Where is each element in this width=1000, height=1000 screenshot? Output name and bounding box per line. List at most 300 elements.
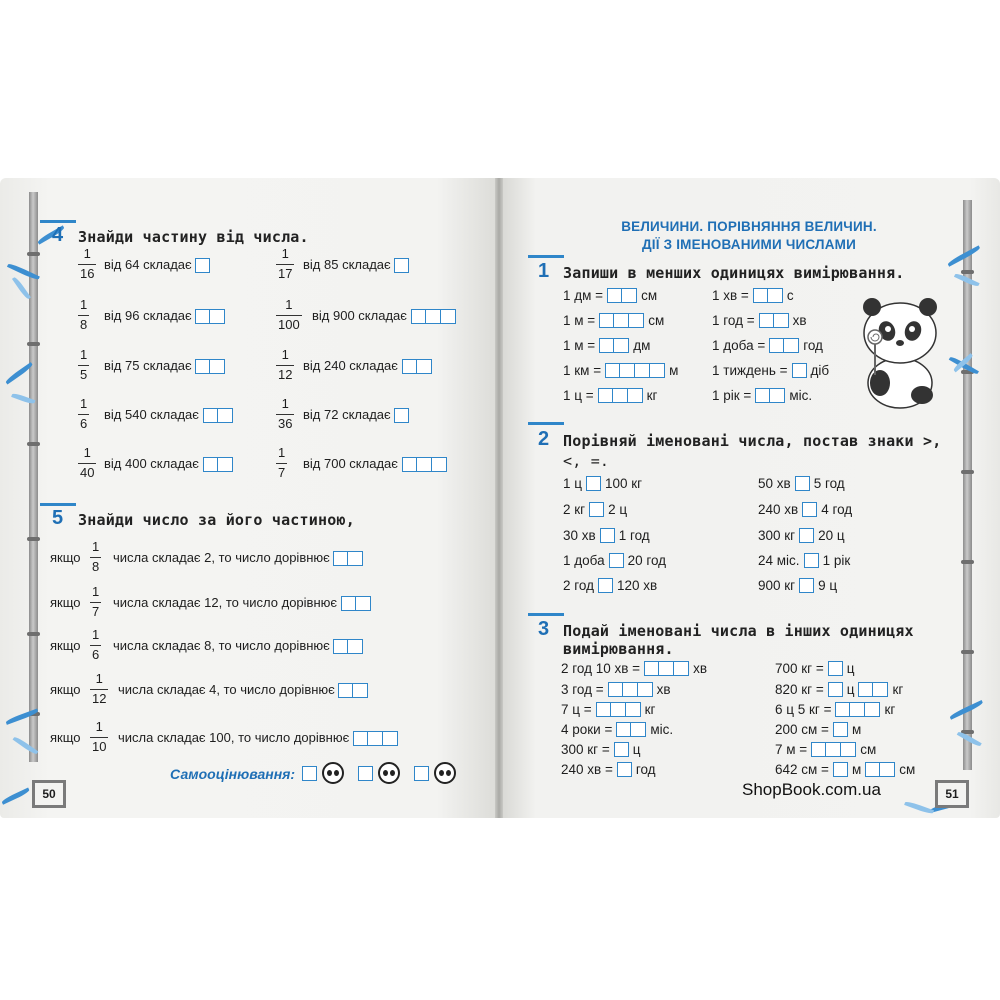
- answer-box[interactable]: [210, 359, 225, 374]
- task-1-title: Запиши в менших одиницях вимірювання.: [563, 264, 905, 282]
- fraction: [78, 247, 96, 282]
- task-2-right-value: 120 хв: [616, 578, 658, 593]
- task-4-item-text: [303, 456, 447, 472]
- task-2-sign-box: [609, 553, 624, 568]
- fraction-bar: [276, 414, 294, 415]
- task-divider: [528, 255, 564, 258]
- answer-box[interactable]: [394, 258, 409, 273]
- answer-box[interactable]: [341, 596, 356, 611]
- task-5-answer: [333, 639, 363, 654]
- answer-box[interactable]: [333, 551, 348, 566]
- task-1-answer: [753, 288, 783, 303]
- fraction-denominator: 8: [80, 316, 88, 332]
- task-3-title-line-1: Подай іменовані числа в інших одиницях: [563, 622, 914, 640]
- chapter-title-line-1: ВЕЛИЧИНИ. ПОРІВНЯННЯ ВЕЛИЧИН.: [621, 219, 877, 234]
- fraction-numerator: 1: [285, 297, 293, 312]
- task-4-answer: [394, 408, 409, 423]
- task-2-comparison-row: [563, 476, 642, 491]
- task-2-left-value: 30 хв: [563, 528, 596, 543]
- task-2-left-value: 2 кг: [563, 502, 586, 517]
- task-2-sign-box: [598, 578, 613, 593]
- answer-box[interactable]: [635, 363, 650, 378]
- task-2-comparison-row: [758, 502, 852, 517]
- fraction-denominator: 12: [92, 690, 107, 706]
- task-2-left-value: 50 хв: [758, 476, 791, 491]
- task-1-answer: [759, 313, 789, 328]
- answer-box[interactable]: [622, 288, 637, 303]
- task-1-right-row: [712, 388, 812, 403]
- answer-box[interactable]: [356, 596, 371, 611]
- task-4-item-label: від 540 складає: [104, 407, 199, 422]
- fraction-bar: [90, 557, 101, 558]
- task-4-answer: [195, 359, 225, 374]
- task-4-answer: [394, 258, 409, 273]
- task-2-left-value: 24 міс.: [758, 553, 800, 568]
- task-3-quantity: 7 ц =: [561, 702, 592, 717]
- panda-face-icon: [322, 762, 344, 784]
- task-1-unit: міс.: [789, 388, 813, 403]
- answer-box[interactable]: [841, 742, 856, 757]
- task-4-item-label: від 240 складає: [303, 358, 398, 373]
- task-3-left-row: [561, 702, 655, 717]
- fraction-numerator: 1: [92, 584, 100, 599]
- fraction-bar: [78, 315, 89, 316]
- answer-box[interactable]: [608, 682, 623, 697]
- answer-box[interactable]: [865, 762, 880, 777]
- task-3-number: 3: [538, 618, 550, 640]
- task-3-answer: [858, 682, 888, 697]
- task-4-item-label: від 400 складає: [104, 456, 199, 471]
- task-3-quantity: 700 кг =: [775, 661, 824, 676]
- answer-box[interactable]: [620, 363, 635, 378]
- task-3-answer: [644, 661, 689, 676]
- fraction-denominator: 6: [92, 646, 100, 662]
- fraction-bar: [78, 414, 89, 415]
- task-2-right-value: 100 кг: [605, 476, 643, 491]
- fraction-numerator: 1: [281, 246, 289, 261]
- answer-box[interactable]: [411, 309, 426, 324]
- fraction-bar: [90, 737, 108, 738]
- answer-box[interactable]: [623, 682, 638, 697]
- answer-box[interactable]: [589, 502, 604, 517]
- task-5-prefix: якщо: [50, 638, 81, 653]
- page-number-right: 51: [935, 780, 969, 808]
- task-3-mid-unit: м: [851, 762, 862, 777]
- task-5-item-label: числа складає 2, то число дорівнює: [113, 550, 330, 565]
- task-1-left-row: [563, 338, 650, 353]
- fraction: [276, 446, 287, 481]
- task-1-unit: см: [648, 313, 665, 328]
- task-1-right-row: [712, 338, 823, 353]
- task-4-item-text: [303, 257, 409, 273]
- fraction-numerator: 1: [278, 445, 286, 460]
- self-assessment-box[interactable]: [414, 766, 429, 781]
- answer-box[interactable]: [629, 313, 644, 328]
- task-4-answer: [203, 408, 233, 423]
- answer-box[interactable]: [394, 408, 409, 423]
- task-3-answer: [616, 722, 646, 737]
- answer-box[interactable]: [828, 682, 843, 697]
- task-2-right-value: 9 ц: [818, 578, 838, 593]
- answer-box[interactable]: [802, 502, 817, 517]
- task-2-sign-box: [802, 502, 817, 517]
- fraction-bar: [276, 315, 302, 316]
- answer-box[interactable]: [865, 702, 880, 717]
- task-2-number: 2: [538, 428, 550, 450]
- answer-box[interactable]: [792, 363, 807, 378]
- task-1-right-row: [712, 313, 807, 328]
- fraction-bar: [78, 264, 96, 265]
- task-4-answer: [203, 457, 233, 472]
- task-3-right-row: [775, 661, 854, 676]
- answer-box[interactable]: [828, 661, 843, 676]
- task-1-quantity: 1 м =: [563, 313, 596, 328]
- answer-box[interactable]: [858, 682, 873, 697]
- answer-box[interactable]: [368, 731, 383, 746]
- answer-box[interactable]: [203, 457, 218, 472]
- answer-box[interactable]: [383, 731, 398, 746]
- fraction: [78, 348, 89, 383]
- task-5-prefix: якщо: [50, 730, 81, 745]
- answer-box[interactable]: [880, 762, 895, 777]
- panda-face-icon: [434, 762, 456, 784]
- fraction-denominator: 36: [278, 415, 293, 431]
- task-5-item-label: числа складає 12, то число дорівнює: [113, 595, 338, 610]
- task-1-quantity: 1 м =: [563, 338, 596, 353]
- answer-box[interactable]: [759, 313, 774, 328]
- task-1-unit: дм: [633, 338, 651, 353]
- task-1-unit: діб: [810, 363, 830, 378]
- task-5-prefix: якщо: [50, 595, 81, 610]
- answer-box[interactable]: [596, 702, 611, 717]
- answer-box[interactable]: [353, 731, 368, 746]
- self-assessment-label: Самооцінювання:: [170, 766, 296, 782]
- answer-box[interactable]: [338, 683, 353, 698]
- answer-box[interactable]: [638, 682, 653, 697]
- answer-box[interactable]: [417, 359, 432, 374]
- answer-box[interactable]: [218, 457, 233, 472]
- fraction-numerator: 1: [83, 246, 91, 261]
- task-2-comparison-row: [758, 528, 845, 543]
- answer-box[interactable]: [586, 476, 601, 491]
- task-4-item-label: від 64 складає: [104, 257, 192, 272]
- task-4-item-text: [312, 308, 456, 324]
- answer-box[interactable]: [650, 363, 665, 378]
- answer-box[interactable]: [599, 338, 614, 353]
- task-4-answer: [195, 309, 225, 324]
- task-1-unit: м: [669, 363, 679, 378]
- answer-box[interactable]: [644, 661, 659, 676]
- answer-box[interactable]: [799, 528, 814, 543]
- fraction: [276, 247, 294, 282]
- answer-box[interactable]: [784, 338, 799, 353]
- task-1-number: 1: [538, 260, 550, 282]
- task-2-comparison-row: [758, 553, 850, 568]
- answer-box[interactable]: [626, 702, 641, 717]
- task-4-number: 4: [52, 224, 64, 246]
- fraction-bar: [78, 463, 96, 464]
- task-1-answer: [755, 388, 785, 403]
- task-1-unit: кг: [646, 388, 658, 403]
- task-2-right-value: 20 год: [627, 553, 667, 568]
- fraction: [90, 720, 108, 755]
- answer-box[interactable]: [348, 551, 363, 566]
- fraction-numerator: 1: [281, 396, 289, 411]
- task-1-quantity: 1 дм =: [563, 288, 604, 303]
- fraction-denominator: 7: [278, 464, 286, 480]
- answer-box[interactable]: [598, 578, 613, 593]
- answer-box[interactable]: [609, 553, 624, 568]
- task-4-item-text: [104, 407, 233, 423]
- fraction-denominator: 8: [92, 558, 100, 574]
- fraction-numerator: 1: [80, 396, 88, 411]
- task-3-left-row: [561, 762, 656, 777]
- task-5-prefix: якщо: [50, 682, 81, 697]
- answer-box[interactable]: [674, 661, 689, 676]
- task-5-item-text: [118, 730, 398, 746]
- task-3-answer: [835, 702, 880, 717]
- task-5-item-label: числа складає 8, то число дорівнює: [113, 638, 330, 653]
- answer-box[interactable]: [600, 528, 615, 543]
- fraction-numerator: 1: [281, 347, 289, 362]
- fraction-denominator: 5: [80, 366, 88, 382]
- task-4-answer: [402, 359, 432, 374]
- left-page: [0, 178, 497, 818]
- answer-box[interactable]: [770, 388, 785, 403]
- task-4-item-text: [303, 358, 432, 374]
- answer-box[interactable]: [333, 639, 348, 654]
- fraction-numerator: 1: [80, 297, 88, 312]
- task-3-quantity: 2 год 10 хв =: [561, 661, 641, 676]
- answer-box[interactable]: [218, 408, 233, 423]
- task-2-right-value: 4 год: [821, 502, 853, 517]
- fraction: [90, 628, 101, 663]
- task-3-quantity: 200 см =: [775, 722, 829, 737]
- task-2-comparison-row: [758, 578, 837, 593]
- answer-box[interactable]: [850, 702, 865, 717]
- task-5-item-text: [113, 550, 363, 566]
- task-2-comparison-row: [563, 578, 657, 593]
- answer-box[interactable]: [402, 457, 417, 472]
- book-spine: [495, 178, 503, 818]
- answer-box[interactable]: [353, 683, 368, 698]
- fraction-bar: [276, 463, 287, 464]
- task-1-right-row: [712, 288, 794, 303]
- task-1-answer: [599, 313, 644, 328]
- task-3-right-row: [775, 762, 915, 777]
- fraction-bar: [276, 264, 294, 265]
- task-2-right-value: 20 ц: [818, 528, 845, 543]
- fraction-numerator: 1: [95, 719, 103, 734]
- task-divider: [40, 503, 76, 506]
- task-3-unit: м: [851, 722, 862, 737]
- task-2-title-line-1: Порівняй іменовані числа, постав знаки >,: [563, 432, 942, 450]
- task-3-quantity: 240 хв =: [561, 762, 613, 777]
- answer-box[interactable]: [833, 762, 848, 777]
- task-3-right-row: [775, 682, 903, 697]
- answer-box[interactable]: [617, 762, 632, 777]
- fraction: [90, 540, 101, 575]
- answer-box[interactable]: [432, 457, 447, 472]
- fraction-numerator: 1: [83, 445, 91, 460]
- fraction-denominator: 16: [80, 265, 95, 281]
- task-3-unit: ц: [846, 661, 855, 676]
- answer-box[interactable]: [774, 313, 789, 328]
- fraction-denominator: 6: [80, 415, 88, 431]
- answer-box[interactable]: [417, 457, 432, 472]
- fraction-denominator: 100: [278, 316, 300, 332]
- task-5-number: 5: [52, 507, 64, 529]
- task-3-quantity: 6 ц 5 кг =: [775, 702, 832, 717]
- task-3-unit: ц: [632, 742, 641, 757]
- answer-box[interactable]: [441, 309, 456, 324]
- answer-box[interactable]: [402, 359, 417, 374]
- answer-box[interactable]: [753, 288, 768, 303]
- answer-box[interactable]: [599, 313, 614, 328]
- task-1-answer: [607, 288, 637, 303]
- task-4-answer: [402, 457, 447, 472]
- fraction-numerator: 1: [95, 671, 103, 686]
- task-2-right-value: 1 год: [618, 528, 650, 543]
- task-1-unit: см: [641, 288, 658, 303]
- fraction-bar: [90, 602, 101, 603]
- task-3-right-row: [775, 702, 895, 717]
- task-1-unit: хв: [792, 313, 807, 328]
- answer-box[interactable]: [795, 476, 810, 491]
- task-2-left-value: 1 доба: [563, 553, 605, 568]
- task-3-quantity: 820 кг =: [775, 682, 824, 697]
- task-1-quantity: 1 доба =: [712, 338, 766, 353]
- task-3-answer: [811, 742, 856, 757]
- task-5-item-text: [113, 595, 371, 611]
- task-2-sign-box: [799, 528, 814, 543]
- fraction: [78, 397, 89, 432]
- task-4-item-text: [104, 358, 225, 374]
- answer-box[interactable]: [613, 388, 628, 403]
- chapter-title: [614, 218, 884, 253]
- task-3-left-row: [561, 722, 673, 737]
- answer-box[interactable]: [799, 578, 814, 593]
- fraction-bar: [78, 365, 89, 366]
- answer-box[interactable]: [835, 702, 850, 717]
- task-2-comparison-row: [563, 502, 627, 517]
- task-5-item-text: [113, 638, 363, 654]
- fraction-denominator: 17: [278, 265, 293, 281]
- answer-box[interactable]: [210, 309, 225, 324]
- answer-box[interactable]: [628, 388, 643, 403]
- task-5-prefix: якщо: [50, 550, 81, 565]
- answer-box[interactable]: [614, 742, 629, 757]
- task-2-left-value: 900 кг: [758, 578, 796, 593]
- self-assessment-box[interactable]: [358, 766, 373, 781]
- task-5-item-label: числа складає 4, то число дорівнює: [118, 682, 335, 697]
- task-3-unit: см: [899, 762, 916, 777]
- task-2-left-value: 300 кг: [758, 528, 796, 543]
- task-4-item-label: від 700 складає: [303, 456, 398, 471]
- task-2-title-line-2: <, =.: [563, 452, 610, 470]
- task-5-answer: [338, 683, 368, 698]
- task-3-unit: год: [635, 762, 656, 777]
- answer-box[interactable]: [833, 722, 848, 737]
- self-assessment-box[interactable]: [302, 766, 317, 781]
- answer-box[interactable]: [348, 639, 363, 654]
- task-3-answer: [828, 661, 843, 676]
- answer-box[interactable]: [616, 722, 631, 737]
- task-3-right-row: [775, 722, 861, 737]
- task-5-answer: [341, 596, 371, 611]
- task-4-answer: [411, 309, 456, 324]
- task-3-quantity: 7 м =: [775, 742, 808, 757]
- fraction: [276, 397, 294, 432]
- fraction-denominator: 12: [278, 366, 293, 382]
- answer-box[interactable]: [195, 309, 210, 324]
- right-bamboo-decoration: [963, 200, 972, 770]
- task-4-item-text: [104, 308, 225, 324]
- answer-box[interactable]: [873, 682, 888, 697]
- fraction: [90, 585, 101, 620]
- answer-box[interactable]: [755, 388, 770, 403]
- answer-box[interactable]: [195, 258, 210, 273]
- task-4-item-text: [104, 456, 233, 472]
- answer-box[interactable]: [811, 742, 826, 757]
- task-1-unit: год: [803, 338, 823, 353]
- task-3-unit: кг: [892, 682, 904, 697]
- watermark: ShopBook.com.ua: [742, 780, 881, 799]
- task-1-right-row: [712, 363, 829, 378]
- task-5-answer: [353, 731, 398, 746]
- answer-box[interactable]: [195, 359, 210, 374]
- task-1-left-row: [563, 388, 657, 403]
- answer-box[interactable]: [426, 309, 441, 324]
- task-4-item-label: від 900 складає: [312, 308, 407, 323]
- task-4-item-label: від 72 складає: [303, 407, 391, 422]
- task-5-title: Знайди число за його частиною,: [78, 511, 355, 529]
- task-2-sign-box: [804, 553, 819, 568]
- answer-box[interactable]: [826, 742, 841, 757]
- answer-box[interactable]: [203, 408, 218, 423]
- fraction-numerator: 1: [80, 347, 88, 362]
- task-2-right-value: 5 год: [813, 476, 845, 491]
- task-1-answer: [605, 363, 665, 378]
- chapter-title-line-2: ДІЇ З ІМЕНОВАНИМИ ЧИСЛАМИ: [641, 236, 857, 252]
- answer-box[interactable]: [614, 338, 629, 353]
- task-2-sign-box: [799, 578, 814, 593]
- answer-box[interactable]: [768, 288, 783, 303]
- answer-box[interactable]: [804, 553, 819, 568]
- answer-box[interactable]: [607, 288, 622, 303]
- task-divider: [528, 422, 564, 425]
- task-3-quantity: 4 роки =: [561, 722, 613, 737]
- fraction-denominator: 7: [92, 603, 100, 619]
- task-1-answer: [792, 363, 807, 378]
- answer-box[interactable]: [611, 702, 626, 717]
- task-1-left-row: [563, 313, 664, 328]
- answer-box[interactable]: [631, 722, 646, 737]
- answer-box[interactable]: [659, 661, 674, 676]
- task-3-right-row: [775, 742, 876, 757]
- task-4-item-label: від 96 складає: [104, 308, 192, 323]
- task-4-item-text: [104, 257, 210, 273]
- answer-box[interactable]: [769, 338, 784, 353]
- task-1-quantity: 1 ц =: [563, 388, 594, 403]
- task-4-item-label: від 85 складає: [303, 257, 391, 272]
- answer-box[interactable]: [605, 363, 620, 378]
- task-2-comparison-row: [563, 553, 666, 568]
- answer-box[interactable]: [598, 388, 613, 403]
- task-2-left-value: 2 год: [563, 578, 594, 593]
- answer-box[interactable]: [614, 313, 629, 328]
- task-1-left-row: [563, 363, 678, 378]
